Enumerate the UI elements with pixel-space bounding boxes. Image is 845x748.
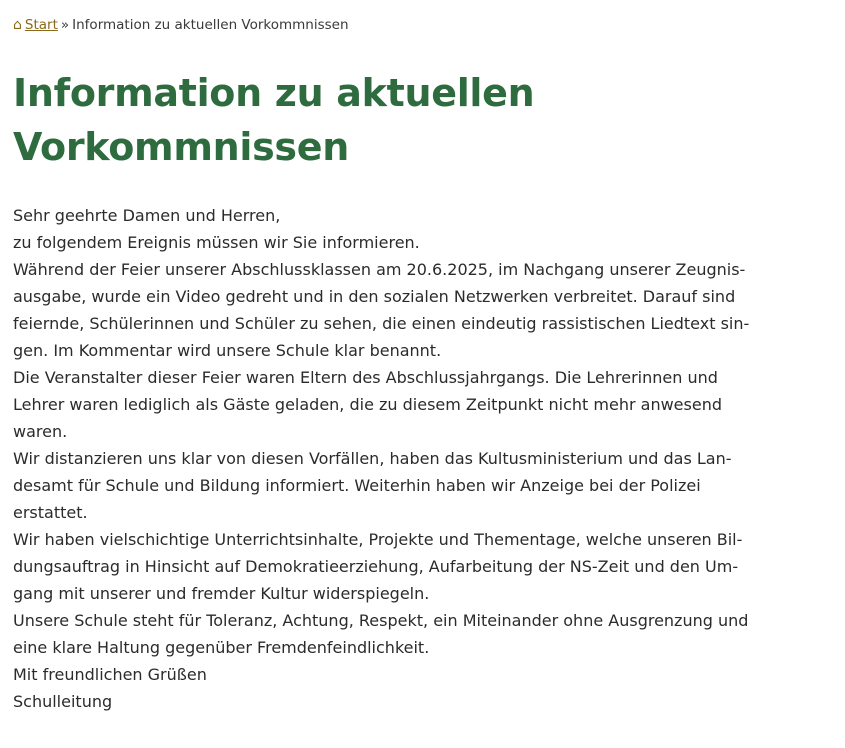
breadcrumb-current: Information zu aktuellen Vorkommnissen xyxy=(72,17,349,33)
text-line: feiernde, Schülerinnen und Schüler zu sehen, die einen eindeutig rassistischen Liedtext sin- xyxy=(13,314,750,333)
text-line: gen. Im Kommentar wird unsere Schule klar benannt. xyxy=(13,341,442,360)
text-line: Wir haben vielschichtige Unterrichtsinhalte, Projekte und Thementage, welche unseren Bil- xyxy=(13,530,743,549)
text-line: zu folgendem Ereignis müssen wir Sie informieren. xyxy=(13,233,420,252)
text-line: gang mit unserer und fremder Kultur widerspiegeln. xyxy=(13,584,430,603)
page-title-line-2: Vorkommnissen xyxy=(13,125,349,169)
breadcrumb xyxy=(13,17,349,33)
text-line: erstattet. xyxy=(13,503,88,522)
page-title xyxy=(13,66,653,174)
text-line: Unsere Schule steht für Toleranz, Achtung, Respekt, ein Miteinander ohne Ausgrenzung und xyxy=(13,611,749,630)
text-line: desamt für Schule und Bildung informiert. Weiterhin haben wir Anzeige bei der Polizei xyxy=(13,476,701,495)
text-line: Mit freundlichen Grüßen xyxy=(13,665,207,684)
home-icon[interactable]: ⌂ xyxy=(13,17,22,33)
text-line: Wir distanzieren uns klar von diesen Vorfällen, haben das Kultusministerium und das Lan- xyxy=(13,449,732,468)
text-line: ausgabe, wurde ein Video gedreht und in den sozialen Netzwerken verbreitet. Darauf sind xyxy=(13,287,736,306)
text-line: dungsauftrag in Hinsicht auf Demokratieerziehung, Aufarbeitung der NS-Zeit und den Um- xyxy=(13,557,739,576)
article-body xyxy=(13,202,803,715)
text-line: Die Veranstalter dieser Feier waren Eltern des Abschlussjahrgangs. Die Lehrerinnen und xyxy=(13,368,718,387)
breadcrumb-separator: » xyxy=(60,17,70,33)
page-title-line-1: Information zu aktuellen xyxy=(13,71,535,115)
breadcrumb-start-link[interactable]: Start xyxy=(24,17,58,33)
text-line: waren. xyxy=(13,422,68,441)
text-line: Schulleitung xyxy=(13,692,113,711)
text-line: Sehr geehrte Damen und Herren, xyxy=(13,206,281,225)
text-line: Während der Feier unserer Abschlussklassen am 20.6.2025, im Nachgang unserer Zeugnis- xyxy=(13,260,746,279)
text-line: Lehrer waren lediglich als Gäste geladen, die zu diesem Zeitpunkt nicht mehr anwesend xyxy=(13,395,722,414)
text-line: eine klare Haltung gegenüber Fremdenfeindlichkeit. xyxy=(13,638,430,657)
